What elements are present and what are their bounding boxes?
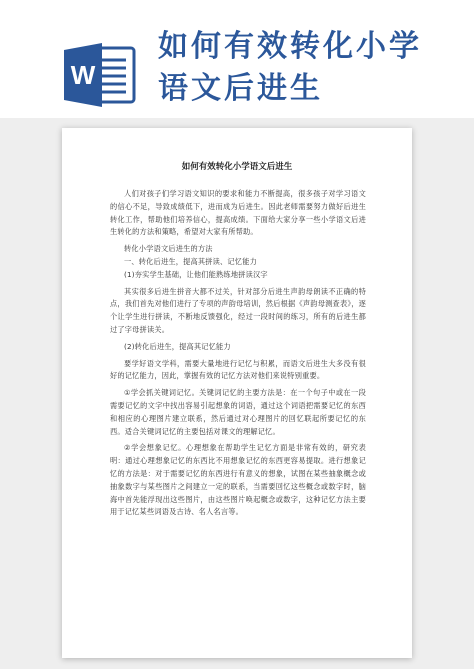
- paragraph: 其实很多后进生拼音大都不过关，针对部分后进生声韵母朗读不正确的特点，我们首先对他们进行了专项的声韵母培训，然后根据《声韵母测查表》，逐个让学生进行拼读，不断地反馈强化，经过一段时间的练习，所有的后进生都过了字母拼读关。: [110, 286, 366, 334]
- paragraph: ②学会想象记忆。心理想象在帮助学生记忆方面是非常有效的，研究表明：通过心理想象记忆的东西比不用想象记忆的东西更容易提取。进行想象记忆的方法是：对于需要记忆的东西进行有意义的想象，试图在某些抽象概念或抽象数字与某些图片之间建立一定的联系，当需要回忆这些概念或数字时，脑海中首先能浮现出这些图片，由这些图片唤起概念或数字，这种记忆方法主要用于记忆某些词语及古诗、名人名言等。: [110, 443, 366, 517]
- paragraph: 要学好语文学科，需要大量地进行记忆与积累，而语文后进生大多没有很好的记忆能力，因此，掌握有效的记忆方法对他们来说特别重要。: [110, 358, 366, 381]
- logo-letter: W: [70, 60, 96, 90]
- subheading: (2)转化后进生，提高其记忆能力: [124, 341, 231, 351]
- paragraph: 人们对孩子们学习语文知识的要求和能力不断提高，很多孩子对学习语文的信心不足，导致成绩低下，进而成为后进生。因此老师需要努力做好后进生转化工作，帮助他们培养信心，提高成绩。下面给大家分享一些小学语文后进生转化的方法和策略，希望对大家有所帮助。: [110, 189, 366, 237]
- section-heading: 转化小学语文后进生的方法: [124, 244, 213, 254]
- banner-title-line-1: 如何有效转化小学: [158, 29, 422, 64]
- subheading: (1)夯实学生基础，让他们能熟练地拼读汉字: [124, 269, 268, 279]
- paragraph: ①学会抓关键词记忆。关键词记忆的主要方法是：在一个句子中或在一段需要记忆的文字中找出容易引起想象的词语，通过这个词语把需要记忆的东西和相应的心理图片建立联系，然后通过对心理图片的回忆联起所要记忆的东西。适合关键词记忆的主要包括对课文的理解记忆。: [110, 388, 366, 436]
- document-body: [110, 188, 366, 519]
- word-document-icon: [64, 38, 138, 112]
- document-title: 如何有效转化小学语文后进生: [181, 162, 293, 172]
- banner-title-line-2: 语文后进生: [158, 71, 323, 106]
- document-page: [62, 128, 412, 658]
- subheading: 一、转化后进生，提高其拼读、记忆能力: [124, 256, 257, 266]
